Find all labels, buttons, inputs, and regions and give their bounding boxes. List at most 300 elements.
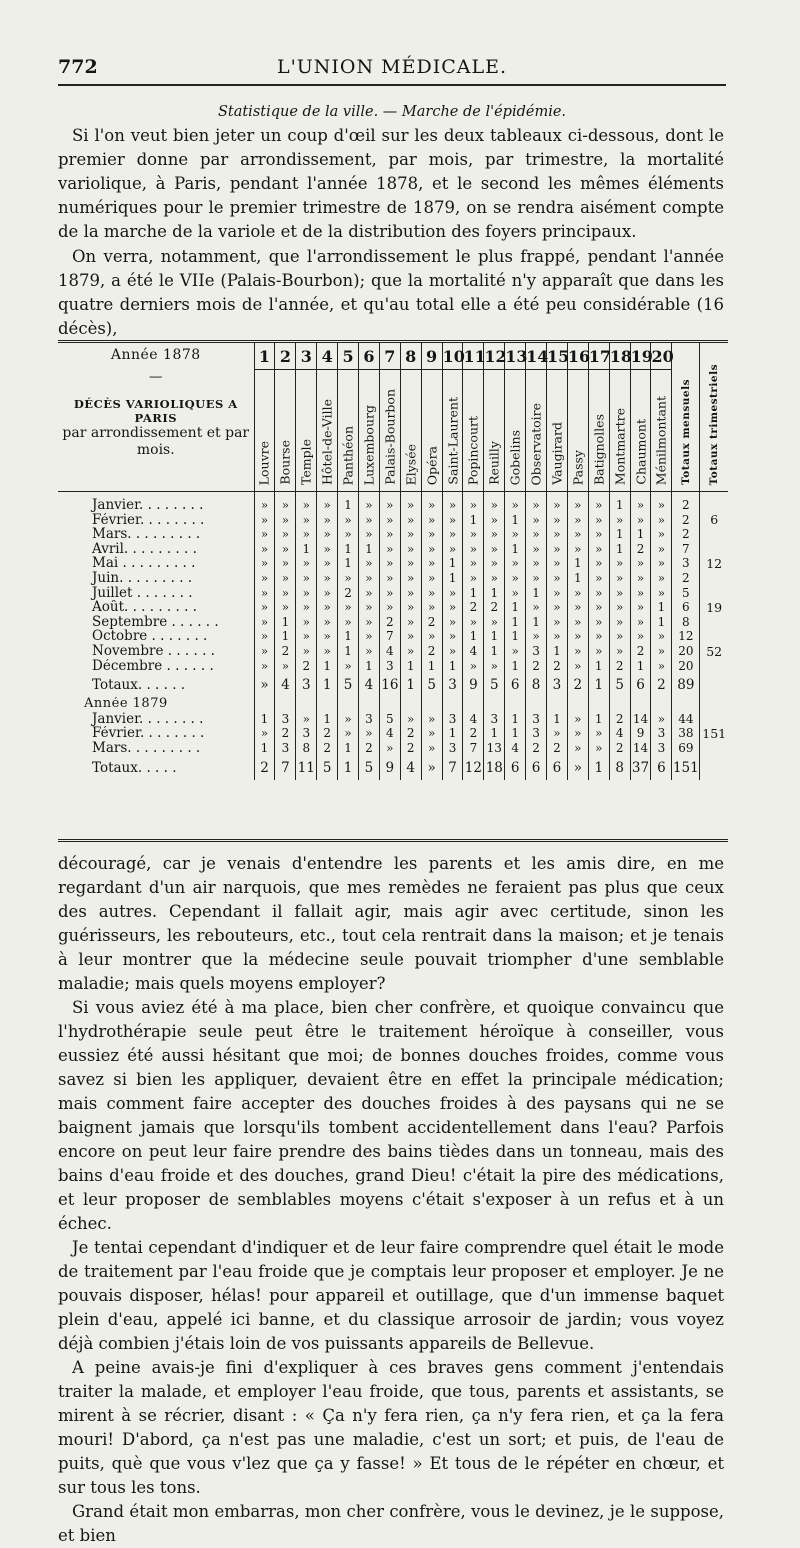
- spacer-cell: [421, 697, 442, 712]
- table-cell: »: [317, 556, 338, 571]
- row-label: Totaux. . . . . .: [92, 677, 186, 694]
- table-cell: 2: [317, 726, 338, 741]
- table-title: DÉCÈS VARIOLIQUES A PARIS: [73, 397, 238, 425]
- column-name: Hôtel-de-Ville: [319, 399, 335, 485]
- table-cell: »: [547, 542, 568, 557]
- row-label: Janvier. . . . . . . .: [92, 498, 204, 513]
- monthly-total-cell: 20: [672, 644, 700, 659]
- column-number: 14: [526, 343, 546, 370]
- table-cell: »: [547, 556, 568, 571]
- column-name: Observatoire: [528, 402, 544, 485]
- table-cell: »: [651, 659, 672, 674]
- column-name: Luxembourg: [361, 404, 377, 485]
- monthly-total-cell: 2: [672, 571, 700, 586]
- table-cell: 3: [379, 659, 400, 674]
- table-cell: »: [254, 586, 275, 601]
- table-cell: »: [588, 644, 609, 659]
- page-number: 772: [58, 56, 98, 78]
- row-label: Juin. . . . . . . . .: [92, 570, 193, 586]
- table-cell: »: [567, 542, 588, 557]
- table-cell: »: [317, 542, 338, 557]
- column-number: 6: [359, 343, 379, 370]
- total-cell: 9: [379, 756, 400, 780]
- table-cell: »: [421, 571, 442, 586]
- journal-title: L'UNION MÉDICALE.: [276, 56, 508, 78]
- table-cell: 2: [275, 644, 296, 659]
- column-header-monthly-totals: [672, 343, 700, 492]
- table-cell: »: [588, 726, 609, 741]
- table-row: [58, 527, 728, 542]
- table-cell: »: [567, 600, 588, 615]
- table-cell: »: [421, 527, 442, 542]
- table-cell: »: [400, 629, 421, 644]
- table-cell: »: [296, 615, 317, 630]
- total-cell: 2: [651, 673, 672, 697]
- table-cell: 2: [296, 659, 317, 674]
- table-cell: »: [421, 712, 442, 727]
- smallpox-statistics-table: [58, 340, 728, 842]
- table-cell: »: [526, 600, 547, 615]
- table-cell: »: [421, 629, 442, 644]
- spacer-cell: [400, 697, 421, 712]
- table-cell: 2: [421, 615, 442, 630]
- table-cell: »: [359, 527, 380, 542]
- table-cell: 1: [338, 644, 359, 659]
- table-cell: 1: [588, 659, 609, 674]
- total-cell: 16: [379, 673, 400, 697]
- table-cell: 7: [463, 741, 484, 756]
- table-cell: »: [254, 726, 275, 741]
- table-cell: 1: [275, 629, 296, 644]
- table-cell: »: [442, 600, 463, 615]
- table-cell: 3: [651, 741, 672, 756]
- quarterly-total-cell: 19: [700, 586, 728, 630]
- total-cell: 12: [463, 756, 484, 780]
- table-cell: »: [275, 556, 296, 571]
- column-name: Opéra: [424, 445, 440, 485]
- table-cell: 2: [609, 659, 630, 674]
- quarterly-total-cell: 52: [700, 629, 728, 673]
- table-cell: »: [379, 513, 400, 528]
- table-cell: 2: [400, 726, 421, 741]
- table-cell: 1: [275, 615, 296, 630]
- table-cell: »: [254, 644, 275, 659]
- table-cell: 2: [421, 644, 442, 659]
- column-number: 10: [443, 343, 463, 370]
- table-cell: 2: [547, 659, 568, 674]
- table-cell: »: [484, 659, 505, 674]
- table-cell: »: [379, 741, 400, 756]
- table-cell: 1: [442, 571, 463, 586]
- column-name: Reuilly: [486, 441, 502, 485]
- table-cell: »: [547, 527, 568, 542]
- table-cell: 4: [379, 726, 400, 741]
- total-cell: 4: [400, 756, 421, 780]
- table-cell: »: [567, 498, 588, 513]
- table-cell: 4: [463, 644, 484, 659]
- table-cell: »: [359, 556, 380, 571]
- table-cell: »: [651, 644, 672, 659]
- table-cell: »: [296, 586, 317, 601]
- table-cell: »: [651, 629, 672, 644]
- table-cell: 1: [505, 712, 526, 727]
- table-cell: 1: [400, 659, 421, 674]
- table-cell: »: [254, 556, 275, 571]
- table-cell: »: [317, 629, 338, 644]
- table-cell: 1: [296, 542, 317, 557]
- table-cell: »: [421, 542, 442, 557]
- column-name: Batignolles: [591, 413, 607, 485]
- table-cell: 2: [547, 741, 568, 756]
- table-cell: »: [588, 513, 609, 528]
- table-row: [58, 741, 728, 756]
- table-cell: »: [275, 600, 296, 615]
- total-cell: 2: [254, 756, 275, 780]
- table-cell: »: [421, 726, 442, 741]
- table-cell: »: [317, 644, 338, 659]
- table-cell: 4: [379, 644, 400, 659]
- monthly-total-cell: 69: [672, 741, 700, 756]
- table-cell: »: [505, 527, 526, 542]
- table-cell: »: [296, 571, 317, 586]
- table-cell: 1: [588, 712, 609, 727]
- table-cell: »: [630, 571, 651, 586]
- table-cell: »: [400, 712, 421, 727]
- grand-total-cell: 89: [672, 673, 700, 697]
- table-cell: »: [296, 513, 317, 528]
- table-cell: 1: [484, 586, 505, 601]
- table-cell: 2: [609, 741, 630, 756]
- monthly-total-cell: 2: [672, 527, 700, 542]
- spacer-cell: [379, 697, 400, 712]
- table-cell: »: [651, 513, 672, 528]
- table-cell: 1: [630, 527, 651, 542]
- grand-total-cell: 151: [672, 756, 700, 780]
- table-cell: »: [359, 615, 380, 630]
- table-cell: 1: [526, 615, 547, 630]
- row-label: Juillet . . . . . . .: [92, 585, 193, 601]
- row-label: Octobre . . . . . . .: [92, 629, 208, 644]
- column-header-9: [421, 343, 442, 492]
- quarterly-total-cell: 12: [700, 542, 728, 586]
- table-cell: »: [254, 527, 275, 542]
- row-label: Mai . . . . . . . . .: [92, 556, 196, 571]
- monthly-total-cell: 38: [672, 726, 700, 741]
- table-cell: 5: [379, 712, 400, 727]
- body-paragraph-4: A peine avais-je fini d'expliquer à ces braves gens comment j'entendais traiter la malade, et employer l'eau froide, que tous, parents et assistants, se mirent à se récrier, disant : « Ça n'y fera rien, ça n'y fera rien, et ça la fera mouri! D'abord, ça n'est pas une maladie, c'est un sort; et puis, de l'eau de puits, què que vous v'lez que ça y fasse! » Et tous de le répéter en chœur, et sur tous les tons.: [58, 1358, 724, 1497]
- table-cell: 2: [463, 600, 484, 615]
- table-cell: 3: [484, 712, 505, 727]
- table-cell: »: [275, 542, 296, 557]
- table-cell: »: [547, 498, 568, 513]
- table-row: [58, 556, 728, 571]
- total-cell: 2: [567, 673, 588, 697]
- column-header-quarterly-totals: [700, 343, 728, 492]
- spacer-cell: [651, 697, 672, 712]
- total-cell: 5: [317, 756, 338, 780]
- column-header-19: [630, 343, 651, 492]
- table-cell: 1: [463, 629, 484, 644]
- table-cell: »: [463, 615, 484, 630]
- table-cell: 13: [484, 741, 505, 756]
- row-label: Décembre . . . . . .: [92, 658, 214, 674]
- column-header-3: [296, 343, 317, 492]
- table-cell: »: [526, 542, 547, 557]
- table-row: [58, 712, 728, 727]
- total-cell: 6: [526, 756, 547, 780]
- table-cell: 1: [651, 615, 672, 630]
- total-cell: 6: [505, 673, 526, 697]
- column-number: 16: [568, 343, 588, 370]
- spacer-cell: [567, 697, 588, 712]
- total-cell: 5: [421, 673, 442, 697]
- column-header-5: [338, 343, 359, 492]
- table-cell: »: [547, 586, 568, 601]
- table-cell: »: [526, 513, 547, 528]
- table-cell: »: [338, 527, 359, 542]
- table-cell: 1: [567, 556, 588, 571]
- table-cell: »: [275, 498, 296, 513]
- monthly-total-cell: 8: [672, 615, 700, 630]
- table-cell: 1: [484, 629, 505, 644]
- table-cell: 1: [505, 513, 526, 528]
- table-cell: »: [505, 498, 526, 513]
- table-cell: 2: [463, 726, 484, 741]
- table-cell: »: [567, 741, 588, 756]
- table-cell: »: [484, 498, 505, 513]
- table-row: [58, 586, 728, 601]
- table-cell: »: [630, 615, 651, 630]
- row-label: Février. . . . . . . .: [92, 726, 205, 741]
- table-cell: 2: [379, 615, 400, 630]
- column-name: Palais-Bourbon: [382, 389, 398, 485]
- table-cell: 1: [317, 712, 338, 727]
- column-name: Totaux mensuels: [679, 379, 692, 485]
- table-cell: »: [442, 498, 463, 513]
- table-cell: 1: [254, 712, 275, 727]
- total-cell: 3: [547, 673, 568, 697]
- table-cell: 1: [526, 586, 547, 601]
- table-cell: »: [630, 498, 651, 513]
- spacer-cell: [630, 697, 651, 712]
- column-number: 5: [338, 343, 358, 370]
- table-cell: »: [630, 600, 651, 615]
- total-cell: 6: [651, 756, 672, 780]
- table-cell: »: [630, 556, 651, 571]
- column-header-11: [463, 343, 484, 492]
- column-name: Gobelins: [507, 429, 523, 485]
- column-number: 2: [275, 343, 295, 370]
- table-cell: »: [609, 644, 630, 659]
- total-cell: 1: [588, 756, 609, 780]
- monthly-total-cell: 3: [672, 556, 700, 571]
- table-cell: »: [421, 513, 442, 528]
- table-cell: »: [275, 571, 296, 586]
- spacer-cell: [700, 756, 728, 780]
- table-cell: 3: [275, 741, 296, 756]
- table-cell: 3: [296, 726, 317, 741]
- table-cell: 1: [609, 498, 630, 513]
- table-cell: »: [567, 629, 588, 644]
- total-cell: 11: [296, 756, 317, 780]
- table-cell: »: [275, 586, 296, 601]
- table-cell: »: [254, 615, 275, 630]
- table-cell: 1: [651, 600, 672, 615]
- table-cell: »: [651, 556, 672, 571]
- table-cell: 3: [651, 726, 672, 741]
- table-cell: »: [547, 600, 568, 615]
- table-body: [58, 492, 728, 780]
- column-number: 8: [401, 343, 421, 370]
- table-cell: »: [421, 600, 442, 615]
- column-header-1: [254, 343, 275, 492]
- total-cell: 6: [630, 673, 651, 697]
- table-cell: 4: [505, 741, 526, 756]
- table-cell: »: [588, 629, 609, 644]
- table-cell: »: [505, 586, 526, 601]
- table-cell: »: [484, 615, 505, 630]
- table-cell: »: [609, 615, 630, 630]
- section-title: Statistique de la ville. — Marche de l'épidémie.: [217, 104, 567, 120]
- row-label: Avril. . . . . . . . .: [92, 541, 197, 557]
- spacer-cell: [609, 697, 630, 712]
- table-cell: »: [567, 712, 588, 727]
- table-cell: 1: [567, 571, 588, 586]
- table-cell: 3: [359, 712, 380, 727]
- table-cell: »: [296, 498, 317, 513]
- table-cell: 1: [505, 629, 526, 644]
- table-header-row: [58, 343, 728, 492]
- table-cell: »: [484, 571, 505, 586]
- spacer-cell: [484, 697, 505, 712]
- page-header: [58, 50, 726, 86]
- table-cell: »: [421, 556, 442, 571]
- table-cell: »: [567, 513, 588, 528]
- statistics-grid: [58, 343, 728, 780]
- table-cell: »: [588, 498, 609, 513]
- table-cell: 1: [463, 586, 484, 601]
- table-cell: »: [547, 615, 568, 630]
- table-cell: »: [421, 498, 442, 513]
- column-header-18: [609, 343, 630, 492]
- table-cell: »: [317, 600, 338, 615]
- monthly-total-cell: 2: [672, 513, 700, 528]
- table-cell: »: [484, 556, 505, 571]
- table-cell: 1: [505, 542, 526, 557]
- table-cell: 1: [442, 659, 463, 674]
- column-number: 17: [589, 343, 609, 370]
- table-row: [58, 498, 728, 513]
- table-cell: »: [359, 644, 380, 659]
- table-cell: »: [526, 629, 547, 644]
- table-cell: »: [400, 615, 421, 630]
- table-cell: »: [567, 527, 588, 542]
- table-cell: »: [359, 513, 380, 528]
- row-label: Novembre . . . . . .: [92, 643, 215, 659]
- table-row: [58, 659, 728, 674]
- table-cell: »: [254, 571, 275, 586]
- table-cell: »: [400, 571, 421, 586]
- table-cell: 2: [275, 726, 296, 741]
- table-cell: »: [338, 615, 359, 630]
- column-header-12: [484, 343, 505, 492]
- table-cell: 9: [630, 726, 651, 741]
- table-cell: »: [400, 586, 421, 601]
- total-cell: 4: [359, 673, 380, 697]
- table-cell: »: [442, 542, 463, 557]
- total-cell: 6: [505, 756, 526, 780]
- table-cell: »: [547, 513, 568, 528]
- table-label-cell: [58, 343, 254, 492]
- table-cell: »: [379, 527, 400, 542]
- total-cell: 18: [484, 756, 505, 780]
- table-cell: »: [588, 586, 609, 601]
- table-cell: »: [609, 556, 630, 571]
- table-cell: 2: [609, 712, 630, 727]
- table-cell: »: [317, 513, 338, 528]
- table-cell: 2: [338, 586, 359, 601]
- total-cell: 5: [609, 673, 630, 697]
- table-cell: »: [379, 542, 400, 557]
- table-cell: 7: [379, 629, 400, 644]
- table-cell: »: [254, 498, 275, 513]
- table-cell: »: [651, 498, 672, 513]
- table-cell: »: [651, 571, 672, 586]
- total-cell: 9: [463, 673, 484, 697]
- table-cell: 1: [338, 542, 359, 557]
- table-cell: »: [609, 586, 630, 601]
- table-cell: »: [400, 542, 421, 557]
- spacer-cell: [505, 697, 526, 712]
- table-cell: »: [547, 571, 568, 586]
- table-cell: »: [651, 542, 672, 557]
- table-cell: »: [505, 644, 526, 659]
- table-cell: »: [296, 556, 317, 571]
- table-cell: »: [651, 586, 672, 601]
- table-cell: »: [275, 513, 296, 528]
- table-cell: »: [296, 629, 317, 644]
- table-cell: »: [442, 629, 463, 644]
- row-label: Totaux. . . . .: [92, 759, 177, 776]
- table-cell: »: [609, 629, 630, 644]
- total-cell: »: [567, 756, 588, 780]
- table-cell: »: [275, 527, 296, 542]
- table-cell: 1: [317, 659, 338, 674]
- table-cell: »: [379, 556, 400, 571]
- column-header-2: [275, 343, 296, 492]
- table-cell: »: [338, 513, 359, 528]
- table-cell: 8: [296, 741, 317, 756]
- table-cell: »: [463, 498, 484, 513]
- table-cell: »: [463, 571, 484, 586]
- table-cell: »: [400, 644, 421, 659]
- table-cell: 1: [442, 726, 463, 741]
- column-header-4: [317, 343, 338, 492]
- table-cell: »: [400, 498, 421, 513]
- table-cell: »: [484, 527, 505, 542]
- total-cell: 37: [630, 756, 651, 780]
- table-cell: »: [338, 571, 359, 586]
- table-cell: »: [359, 600, 380, 615]
- table-cell: 1: [505, 600, 526, 615]
- table-row: [58, 513, 728, 528]
- table-cell: »: [296, 644, 317, 659]
- table-cell: »: [442, 513, 463, 528]
- spacer-cell: [296, 697, 317, 712]
- table-cell: »: [400, 527, 421, 542]
- intro-paragraph-1: Si l'on veut bien jeter un coup d'œil sur les deux tableaux ci-dessous, dont le premier donne par arrondissement, par mois, par trimestre, la mortalité variolique, à Paris, pendant l'année 1878, et le second les mêmes éléments numériques pour le premier trimestre de 1879, on se rendra aisément compte de la marche de la variole et de la distribution des foyers principaux.: [58, 126, 724, 241]
- table-cell: »: [630, 629, 651, 644]
